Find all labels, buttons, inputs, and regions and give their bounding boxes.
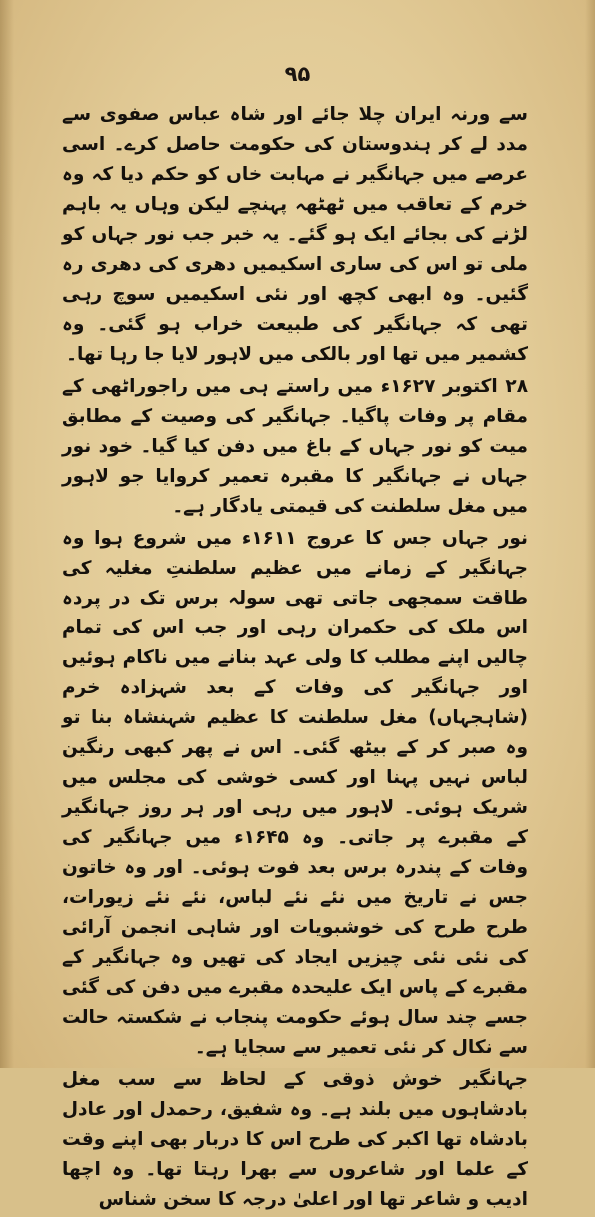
page-body xyxy=(62,100,528,1217)
paragraph-2: ۲۸ اکتوبر ۱۶۲۷ء میں راستے ہی میں راجوراٹھی کے مقام پر وفات پاگیا۔ جہانگیر کی وصیت کے مطابق میت کو نور جہاں کے باغ میں دفن کیا گیا۔ خود نور جہاں نے جہانگیر کا مقبرہ تعمیر کروایا جو لاہور میں مغل سلطنت کی قیمتی یادگار ہے۔ xyxy=(62,375,528,517)
paragraph-1: سے ورنہ ایران چلا جائے اور شاہ عباس صفوی سے مدد لے کر ہندوستان کی حکومت حاصل کرے۔ اسی عرصے میں جہانگیر نے مہابت خاں کو حکم دیا کہ وہ خرم کے تعاقب میں ٹھٹھہ پہنچے لیکن وہاں یہ باہم لڑنے کی بجائے ایک ہو گئے۔ یہ خبر جب نور جہاں کو ملی تو اس کی ساری اسکیمیں دھری کی دھری رہ گئیں۔ وہ ابھی کچھ اور نئی اسکیمیں سوچ رہی تھی کہ جہانگیر کی طبیعت خراب ہو گئی۔ وہ کشمیر میں تھا اور بالکی میں لاہور لایا جا رہا تھا۔ xyxy=(62,104,528,365)
page-number: ۹۵ xyxy=(284,62,311,86)
paragraph-3: نور جہاں جس کا عروج ۱۶۱۱ء میں شروع ہوا وہ جہانگیر کے زمانے میں عظیم سلطنتِ مغلیہ کی طاقت سمجھی جاتی تھی سولہ برس تک در پردہ اس ملک کی حکمران رہی اور جب اس کی تمام چالیں اپنے مطلب کا ولی عہد بنانے میں ناکام ہوئیں اور جہانگیر کی وفات کے بعد شہزادہ خرم (شاہجہاں) مغل سلطنت کا عظیم شہنشاہ بنا تو وہ صبر کر کے بیٹھ گئی۔ اس نے پھر کبھی رنگین لباس نہیں پہنا اور کسی خوشی کی مجلس میں شریک ہوئی۔ لاہور میں رہی اور ہر روز جہانگیر کے مقبرے پر جاتی۔ وہ ۱۶۴۵ء میں جہانگیر کی وفات کے پندرہ برس بعد فوت ہوئی۔ اور وہ خاتون جس نے تاریخ میں نئے نئے لباس، نئے نئے زیورات، طرح طرح کی خوشبویات اور شاہی انجمن آرائی کی نئی نئی چیزیں ایجاد کی تھیں وہ جہانگیر کے مقبرے کے پاس ایک علیحدہ مقبرے میں دفن کی گئی جسے چند سال ہوئے حکومت پنجاب نے شکستہ حالت سے نکال کر نئی تعمیر سے سجایا ہے۔ xyxy=(62,527,528,1059)
paragraph-4: جہانگیر خوش ذوقی کے لحاظ سے سب مغل بادشاہوں میں بلند ہے۔ وہ شفیق، رحمدل اور عادل بادشاہ تھا اکبر کی طرح اس کا دربار بھی اپنے وقت کے علما اور شاعروں سے بھرا رہتا تھا۔ وہ اچھا ادیب و شاعر تھا اور اعلیٰ درجہ کا سخن شناس xyxy=(62,1069,528,1210)
